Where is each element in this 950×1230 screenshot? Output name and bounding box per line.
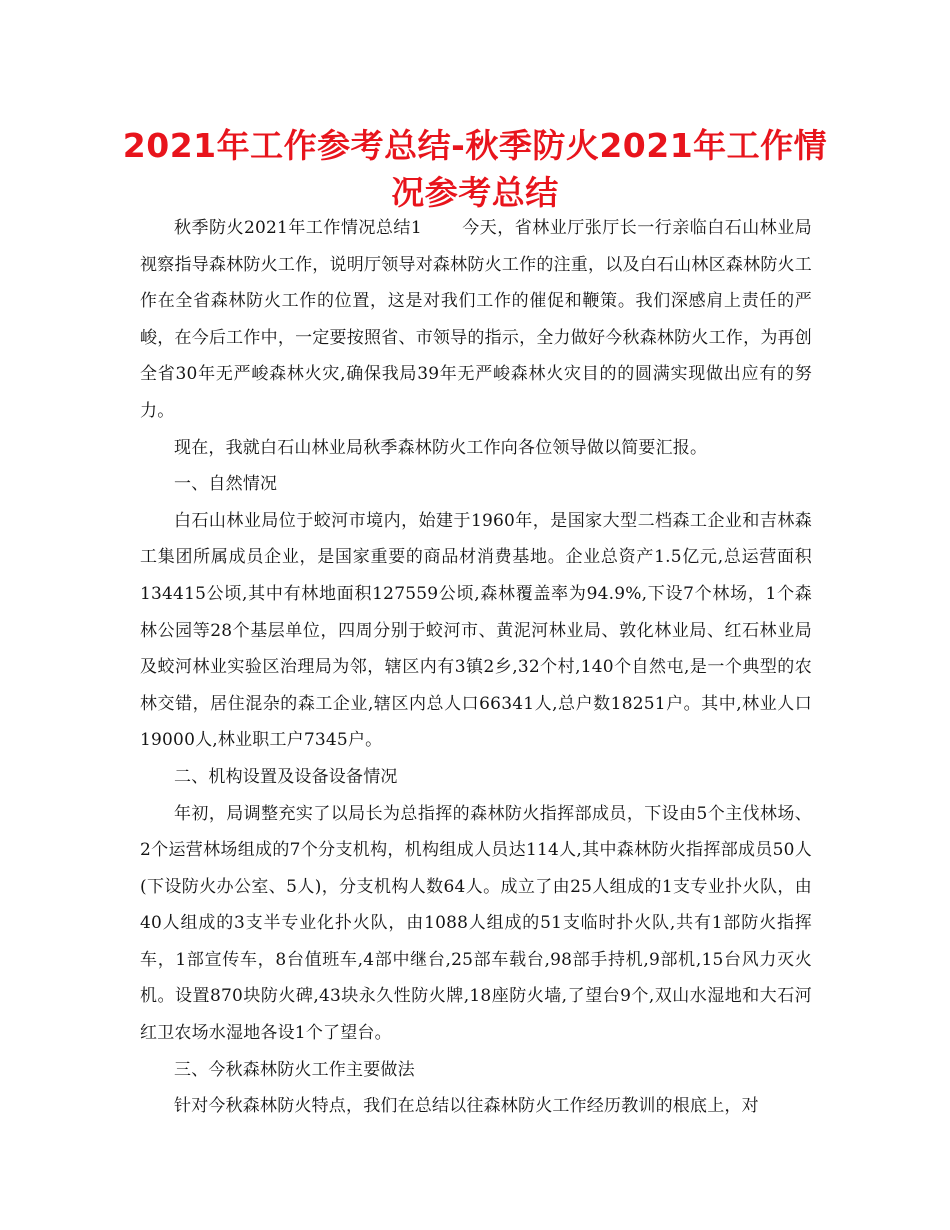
section-heading-organization: 二、机构设置及设备设备情况 (174, 766, 398, 787)
section-heading-natural: 一、自然情况 (174, 474, 278, 495)
natural-paragraph: 白石山林业局位于蛟河市境内，始建于1960年，是国家大型二档森工企业和吉林森工集团所属成员企业，是国家重要的商品材消费基地。企业总资产1.5亿元,总运营面积134415公顷,其中有林地面积127559公顷,森林覆盖率为94.9%,下设7个林场，1个森林公园等28个基层单位，四周分别于蛟河市、黄泥河林业局、敦化林业局、红石林业局及蛟河林业实验区治理局为邻，辖区内有3镇2乡,32个村,140个自然屯,是一个典型的农林交错，居住混杂的森工企业,辖区内总人口66341人,总户数18251户。其中,林业人口19000人,林业职工户7345户。 (140, 510, 812, 751)
document-body (140, 210, 812, 1125)
intro-body: 今天，省林业厅张厅长一行亲临白石山林业局视察指导森林防火工作，说明厅领导对森林防火工作的注重，以及白石山林区森林防火工作在全省森林防火工作的位置，这是对我们工作的催促和鞭策。我们深感肩上责任的严峻，在今后工作中，一定要按照省、市领导的指示，全力做好今秋森林防火工作，为再创全省30年无严峻森林火灾,确保我局39年无严峻森林火灾目的的圆满实现做出应有的努力。 (140, 218, 813, 421)
intro-paragraph (140, 210, 812, 430)
document-title: 2021年工作参考总结-秋季防火2021年工作情况参考总结 (122, 126, 828, 212)
organization-paragraph: 年初，局调整充实了以局长为总指挥的森林防火指挥部成员，下设由5个主伐林场、2个运营林场组成的7个分支机构，机构组成人员达114人,其中森林防火指挥部成员50人(下设防火办公室、5人)，分支机构人数64人。成立了由25人组成的1支专业扑火队，由40人组成的3支半专业化扑火队，由1088人组成的51支临时扑火队,共有1部防火指挥车，1部宣传车，8台值班车,4部中继台,25部车载台,98部手持机,9部机,15台风力灭火机。设置870块防火碑,43块永久性防火牌,18座防火墙,了望台9个,双山水湿地和大石河红卫农场水湿地各设1个了望台。 (140, 803, 812, 1044)
methods-paragraph: 针对今秋森林防火特点，我们在总结以往森林防火工作经历教训的根底上，对 (174, 1096, 759, 1117)
section-heading-methods: 三、今秋森林防火工作主要做法 (174, 1059, 415, 1080)
report-paragraph: 现在，我就白石山林业局秋季森林防火工作向各位领导做以简要汇报。 (174, 437, 708, 458)
intro-lead: 秋季防火2021年工作情况总结1 (174, 218, 422, 238)
